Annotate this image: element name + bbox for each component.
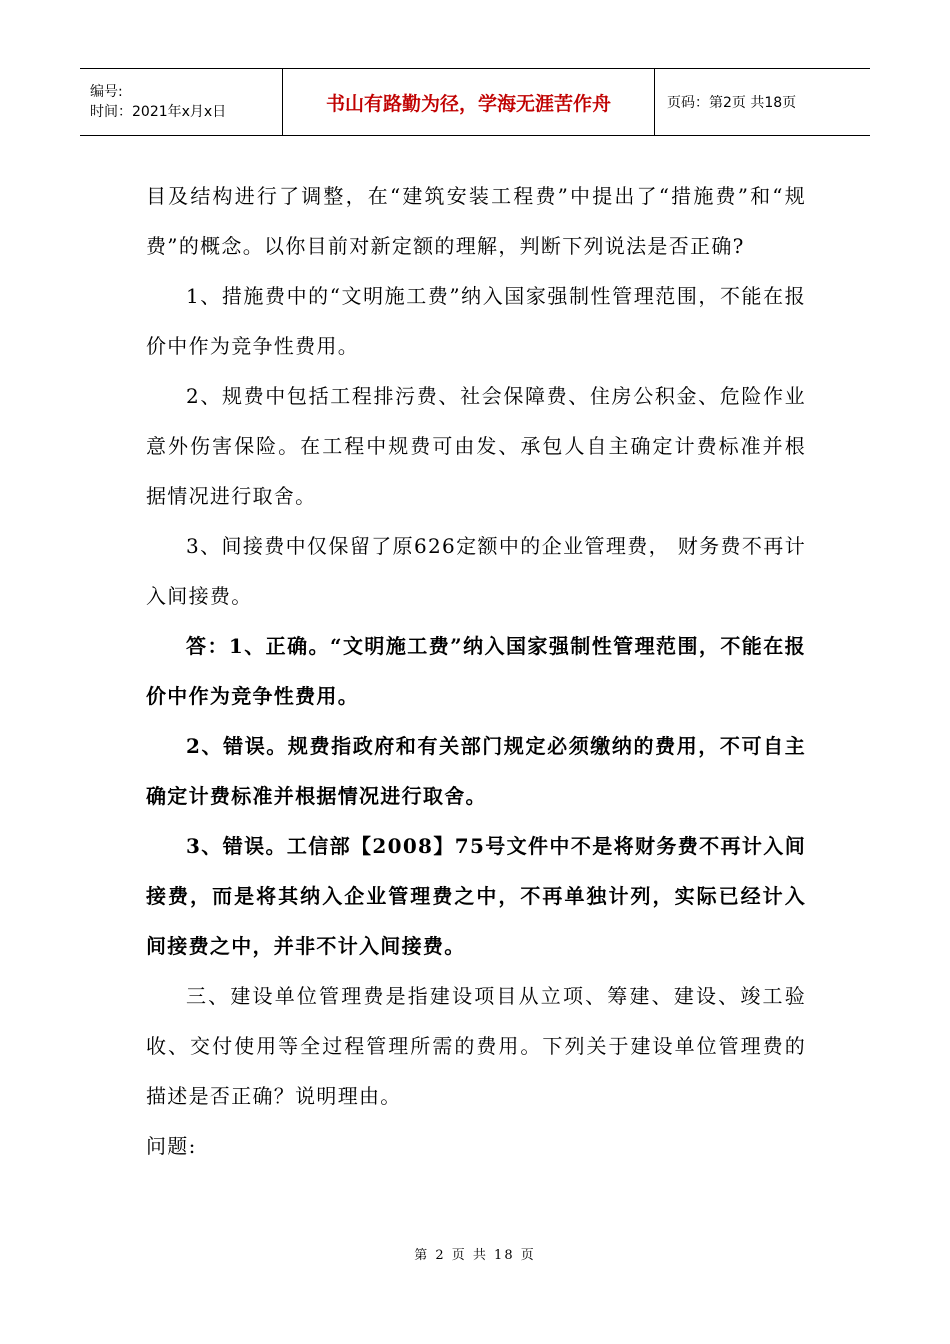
number-label: 编号: [90, 84, 123, 100]
paragraph-answer-3: 3、错误。工信部【2008】75号文件中不是将财务费不再计入间接费，而是将其纳入企业管理费之中，不再单独计列，实际已经计入间接费之中，并非不计入间接费。 [146, 834, 806, 958]
page-footer: 第 2 页 共 18 页 [414, 1248, 536, 1263]
paragraph-statement-2: 2、规费中包括工程排污费、社会保障费、住房公积金、危险作业意外伤害保险。在工程中规费可由发、承包人自主确定计费标准并根据情况进行取舍。 [146, 384, 806, 508]
header-meta [80, 69, 283, 135]
paragraph-question-label: 问题: [146, 1134, 197, 1158]
paragraph-question-3: 三、建设单位管理费是指建设项目从立项、筹建、建设、竣工验收、交付使用等全过程管理所需的费用。下列关于建设单位管理费的描述是否正确？说明理由。 [146, 984, 806, 1108]
paragraph-answer-2: 2、错误。规费指政府和有关部门规定必须缴纳的费用，不可自主确定计费标准并根据情况进行取舍。 [146, 734, 806, 808]
paragraph-statement-3: 3、间接费中仅保留了原626定额中的企业管理费， 财务费不再计入间接费。 [146, 534, 806, 608]
time-label: 时间：2021年x月x日 [90, 104, 227, 120]
paragraph-answer-1: 答：1、正确。“文明施工费”纳入国家强制性管理范围，不能在报价中作为竞争性费用。 [146, 634, 806, 708]
paragraph-statement-1: 1、措施费中的“文明施工费”纳入国家强制性管理范围，不能在报价中作为竞争性费用。 [146, 284, 806, 358]
header-motto: 书山有路勤为径，学海无涯苦作舟 [283, 69, 655, 135]
page-header [80, 68, 870, 136]
document-body [146, 171, 806, 1171]
header-page-info: 页码：第2页 共18页 [667, 95, 797, 111]
paragraph-intro-continuation: 目及结构进行了调整，在“建筑安装工程费”中提出了“措施费”和“规费”的概念。以你目前对新定额的理解，判断下列说法是否正确? [146, 184, 806, 258]
